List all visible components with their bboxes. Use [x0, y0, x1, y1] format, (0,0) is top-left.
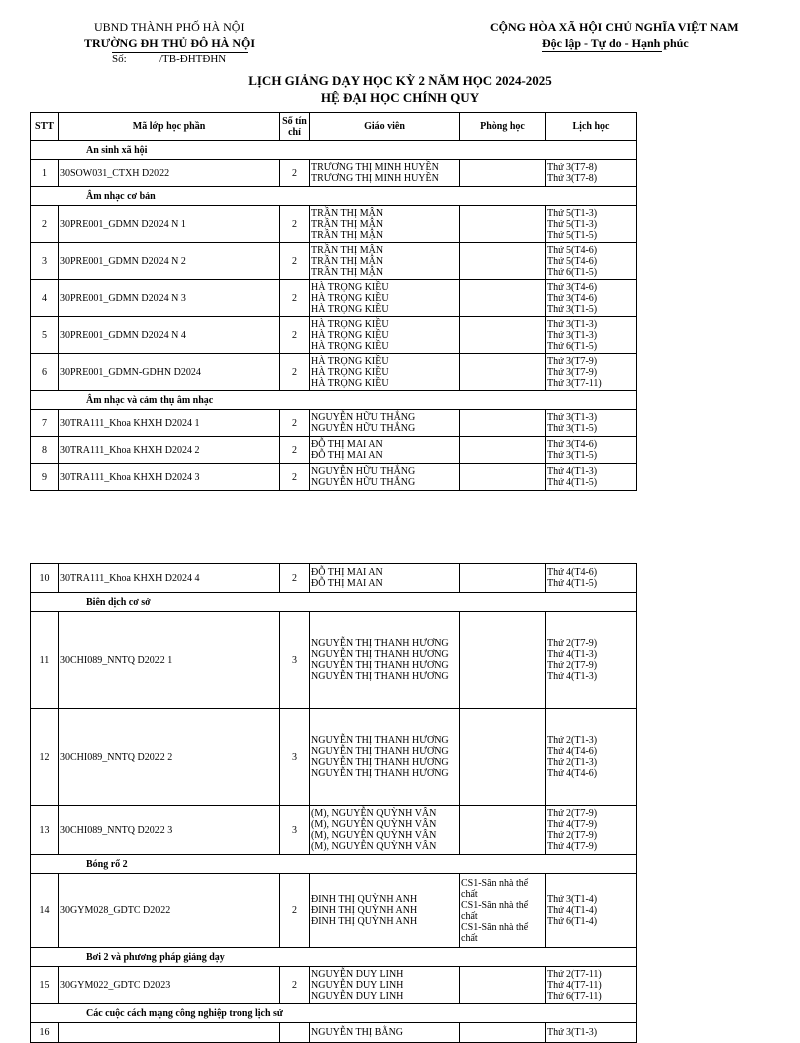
- table-row: [31, 160, 637, 187]
- schedule-slot: Thứ 5(T1-3): [547, 218, 598, 230]
- teacher-name-cell: [310, 317, 460, 354]
- teacher-name-cell: [310, 806, 460, 855]
- table-row: [31, 806, 637, 855]
- row-stt: 6: [31, 354, 59, 391]
- room-name-cell: [460, 354, 546, 391]
- table-row: [31, 206, 637, 243]
- room-name-cell: [460, 1023, 546, 1043]
- teacher-name: (M), NGUYỄN QUỲNH VÂN: [311, 819, 437, 830]
- teacher-name: NGUYỄN THỊ THANH HƯƠNG: [311, 735, 449, 746]
- schedule-slot: Thứ 3(T7-8): [547, 162, 598, 173]
- schedule-slot: Thứ 3(T1-3): [547, 1027, 598, 1038]
- schedule-slot: Thứ 4(T7-9): [547, 819, 598, 830]
- row-stt: 14: [31, 874, 59, 948]
- schedule-slot: Thứ 3(T1-3): [547, 318, 598, 330]
- room-name: CS1-Sân nhà thể chất: [461, 899, 529, 922]
- teacher-name: NGUYỄN THỊ THANH HƯƠNG: [311, 757, 449, 768]
- teacher-name: TRẦN THỊ MẬN: [311, 207, 384, 219]
- schedule-slot: Thứ 6(T7-11): [547, 990, 602, 1002]
- teacher-name: NGUYỄN THỊ THANH HƯƠNG: [311, 638, 449, 649]
- schedule-slot: Thứ 3(T1-5): [547, 423, 598, 434]
- teacher-name: HÀ TRỌNG KIỀU: [311, 292, 389, 304]
- row-stt: 11: [31, 612, 59, 709]
- credits: 2: [280, 464, 310, 491]
- schedule-slot: Thứ 4(T4-6): [547, 567, 598, 578]
- class-code: 30TRA111_Khoa KHXH D2024 3: [59, 464, 280, 491]
- credits: 3: [280, 806, 310, 855]
- schedule-slot-cell: [546, 410, 637, 437]
- schedule-slot-cell: [546, 354, 637, 391]
- teacher-name-cell: [310, 280, 460, 317]
- schedule-slot: Thứ 4(T1-3): [547, 649, 598, 660]
- teacher-name: (M), NGUYỄN QUỲNH VÂN: [311, 808, 437, 819]
- teacher-name-cell: [310, 206, 460, 243]
- schedule-slot: Thứ 3(T7-9): [547, 355, 598, 367]
- teacher-name: ĐINH THỊ QUỲNH ANH: [311, 894, 418, 905]
- schedule-slot: Thứ 4(T4-6): [547, 768, 598, 779]
- schedule-slot: Thứ 3(T1-3): [547, 329, 598, 341]
- room-name-cell: [460, 967, 546, 1004]
- table-row: [31, 564, 637, 593]
- teacher-name: HÀ TRỌNG KIỀU: [311, 329, 389, 341]
- room-name-cell: [460, 317, 546, 354]
- room-name-cell: [460, 437, 546, 464]
- credits: 3: [280, 612, 310, 709]
- nation-line2: Độc lập - Tự do - Hạnh phúc: [542, 36, 689, 50]
- schedule-slot: Thứ 3(T4-6): [547, 439, 598, 450]
- teacher-name-cell: [310, 612, 460, 709]
- schedule-slot-cell: [546, 464, 637, 491]
- credits: 3: [280, 709, 310, 806]
- schedule-slot: Thứ 3(T4-6): [547, 292, 598, 304]
- col-header-schedule: Lịch học: [546, 113, 637, 141]
- row-stt: 1: [31, 160, 59, 187]
- class-code: 30PRE001_GDMN D2024 N 1: [59, 206, 280, 243]
- col-header-stt: STT: [31, 113, 59, 141]
- schedule-table-page1: [30, 112, 637, 491]
- teacher-name: NGUYỄN THỊ THANH HƯƠNG: [311, 768, 449, 779]
- row-stt: 10: [31, 564, 59, 593]
- teacher-name: ĐỖ THỊ MAI AN: [311, 578, 383, 589]
- schedule-slot-cell: [546, 160, 637, 187]
- motto-underline: [542, 51, 662, 52]
- col-header-code: Mã lớp học phần: [59, 113, 280, 141]
- course-group-title: Biên dịch cơ sở: [31, 593, 637, 612]
- class-code: 30TRA111_Khoa KHXH D2024 4: [59, 564, 280, 593]
- doc-title: LỊCH GIẢNG DẠY HỌC KỲ 2 NĂM HỌC 2024-2025: [248, 73, 552, 88]
- schedule-slot: Thứ 4(T1-3): [547, 671, 598, 682]
- class-code: 30PRE001_GDMN D2024 N 4: [59, 317, 280, 354]
- schedule-slot-cell: [546, 243, 637, 280]
- row-stt: 13: [31, 806, 59, 855]
- schedule-slot: Thứ 4(T7-11): [547, 979, 602, 991]
- credits: 2: [280, 206, 310, 243]
- table-row: [31, 354, 637, 391]
- teacher-name-cell: [310, 160, 460, 187]
- course-group-title: An sinh xã hội: [31, 141, 637, 160]
- class-code: 30GYM028_GDTC D2022: [59, 874, 280, 948]
- teacher-name-cell: [310, 437, 460, 464]
- schedule-slot-cell: [546, 437, 637, 464]
- teacher-name: (M), NGUYỄN QUỲNH VÂN: [311, 830, 437, 841]
- table-row: [31, 874, 637, 948]
- table-row: [31, 1023, 637, 1043]
- table-row: [31, 709, 637, 806]
- schedule-slot: Thứ 2(T1-3): [547, 757, 598, 768]
- schedule-slot: Thứ 3(T7-8): [547, 173, 598, 184]
- doc-subtitle: HỆ ĐẠI HỌC CHÍNH QUY: [320, 90, 480, 105]
- schedule-slot: Thứ 4(T1-3): [547, 466, 598, 477]
- table-row: [31, 464, 637, 491]
- class-code: 30SOW031_CTXH D2022: [59, 160, 280, 187]
- credits: 2: [280, 874, 310, 948]
- schedule-slot: Thứ 2(T7-11): [547, 968, 602, 980]
- teacher-name: HÀ TRỌNG KIỀU: [311, 318, 389, 330]
- schedule-slot: Thứ 3(T1-5): [547, 303, 598, 315]
- teacher-name: NGUYỄN THỊ BẰNG: [311, 1027, 404, 1038]
- credits: 2: [280, 243, 310, 280]
- credits: 2: [280, 354, 310, 391]
- teacher-name: HÀ TRỌNG KIỀU: [311, 340, 389, 352]
- row-stt: 4: [31, 280, 59, 317]
- row-stt: 12: [31, 709, 59, 806]
- room-name: CS1-Sân nhà thể chất: [461, 877, 529, 900]
- teacher-name: ĐINH THỊ QUỲNH ANH: [311, 916, 418, 927]
- schedule-slot: Thứ 3(T7-11): [547, 377, 602, 389]
- teacher-name: TRẦN THỊ MẬN: [311, 229, 384, 241]
- teacher-name: HÀ TRỌNG KIỀU: [311, 366, 389, 378]
- teacher-name: NGUYỄN HỮU THẮNG: [311, 477, 416, 488]
- schedule-slot-cell: [546, 874, 637, 948]
- row-stt: 2: [31, 206, 59, 243]
- room-name-cell: [460, 709, 546, 806]
- teacher-name-cell: [310, 243, 460, 280]
- schedule-slot: Thứ 3(T7-9): [547, 366, 598, 378]
- teacher-name: NGUYỄN DUY LINH: [311, 990, 404, 1002]
- schedule-slot: Thứ 2(T7-9): [547, 830, 598, 841]
- schedule-slot-cell: [546, 206, 637, 243]
- table-header-row: [31, 113, 637, 141]
- class-code: 30CHI089_NNTQ D2022 1: [59, 612, 280, 709]
- credits: [280, 1023, 310, 1043]
- class-code: 30CHI089_NNTQ D2022 2: [59, 709, 280, 806]
- row-stt: 5: [31, 317, 59, 354]
- teacher-name: TRẦN THỊ MẬN: [311, 266, 384, 278]
- room-name-cell: [460, 874, 546, 948]
- group-header-row: [31, 948, 637, 967]
- teacher-name-cell: [310, 874, 460, 948]
- row-stt: 16: [31, 1023, 59, 1043]
- schedule-slot: Thứ 5(T4-6): [547, 244, 598, 256]
- table-row: [31, 437, 637, 464]
- teacher-name: (M), NGUYỄN QUỲNH VÂN: [311, 841, 437, 852]
- class-code: 30GYM022_GDTC D2023: [59, 967, 280, 1004]
- room-name-cell: [460, 612, 546, 709]
- course-group-title: Âm nhạc cơ bản: [31, 187, 637, 206]
- schedule-slot: Thứ 4(T7-9): [547, 841, 598, 852]
- teacher-name: NGUYỄN HỮU THẮNG: [311, 466, 416, 477]
- teacher-name: TRƯƠNG THỊ MINH HUYỀN: [311, 162, 439, 173]
- schedule-slot: Thứ 3(T1-5): [547, 450, 598, 461]
- group-header-row: [31, 187, 637, 206]
- schedule-slot: Thứ 2(T1-3): [547, 735, 598, 746]
- table-row: [31, 410, 637, 437]
- teacher-name: TRẦN THỊ MẬN: [311, 255, 384, 267]
- teacher-name: NGUYỄN HỮU THẮNG: [311, 423, 416, 434]
- row-stt: 15: [31, 967, 59, 1004]
- teacher-name-cell: [310, 354, 460, 391]
- row-stt: 7: [31, 410, 59, 437]
- teacher-name: HÀ TRỌNG KIỀU: [311, 281, 389, 293]
- schedule-slot-cell: [546, 280, 637, 317]
- table-row: [31, 612, 637, 709]
- teacher-name: NGUYỄN DUY LINH: [311, 968, 404, 980]
- class-code: 30PRE001_GDMN D2024 N 2: [59, 243, 280, 280]
- schedule-slot: Thứ 2(T7-9): [547, 660, 598, 671]
- class-code: 30TRA111_Khoa KHXH D2024 1: [59, 410, 280, 437]
- schedule-slot-cell: [546, 967, 637, 1004]
- teacher-name: TRƯƠNG THỊ MINH HUYỀN: [311, 173, 439, 184]
- teacher-name-cell: [310, 410, 460, 437]
- schedule-slot: Thứ 3(T1-3): [547, 412, 598, 423]
- schedule-slot-cell: [546, 709, 637, 806]
- room-name-cell: [460, 806, 546, 855]
- class-code: 30PRE001_GDMN-GDHN D2024: [59, 354, 280, 391]
- schedule-slot: Thứ 5(T1-3): [547, 207, 598, 219]
- row-stt: 9: [31, 464, 59, 491]
- teacher-name: HÀ TRỌNG KIỀU: [311, 355, 389, 367]
- credits: 2: [280, 160, 310, 187]
- credits: 2: [280, 437, 310, 464]
- schedule-slot-cell: [546, 564, 637, 593]
- schedule-slot: Thứ 3(T4-6): [547, 281, 598, 293]
- doc-number-label: Số:: [112, 53, 127, 65]
- teacher-name: TRẦN THỊ MẬN: [311, 218, 384, 230]
- schedule-slot: Thứ 2(T7-9): [547, 638, 598, 649]
- row-stt: 3: [31, 243, 59, 280]
- teacher-name: NGUYỄN THỊ THANH HƯƠNG: [311, 671, 449, 682]
- class-code: [59, 1023, 280, 1043]
- room-name-cell: [460, 243, 546, 280]
- teacher-name: ĐỖ THỊ MAI AN: [311, 567, 383, 578]
- schedule-slot: Thứ 5(T4-6): [547, 255, 598, 267]
- teacher-name: NGUYỄN THỊ THANH HƯƠNG: [311, 746, 449, 757]
- room-name-cell: [460, 280, 546, 317]
- col-header-teacher: Giáo viên: [310, 113, 460, 141]
- teacher-name-cell: [310, 1023, 460, 1043]
- group-header-row: [31, 593, 637, 612]
- credits: 2: [280, 280, 310, 317]
- teacher-name: ĐỖ THỊ MAI AN: [311, 439, 383, 450]
- org-name-line1: UBND THÀNH PHỐ HÀ NỘI: [94, 20, 245, 34]
- teacher-name: NGUYỄN THỊ THANH HƯƠNG: [311, 660, 449, 671]
- credits: 2: [280, 967, 310, 1004]
- teacher-name-cell: [310, 967, 460, 1004]
- table-row: [31, 967, 637, 1004]
- group-header-row: [31, 1004, 637, 1023]
- nation-motto: [470, 18, 739, 58]
- course-group-title: Bóng rổ 2: [31, 855, 637, 874]
- teacher-name: ĐỖ THỊ MAI AN: [311, 450, 383, 461]
- teacher-name-cell: [310, 709, 460, 806]
- org-name-line2: TRƯỜNG ĐH THỦ ĐÔ HÀ NỘI: [84, 36, 256, 50]
- room-name-cell: [460, 464, 546, 491]
- room-name-cell: [460, 206, 546, 243]
- table-row: [31, 280, 637, 317]
- schedule-slot: Thứ 4(T4-6): [547, 746, 598, 757]
- credits: 2: [280, 564, 310, 593]
- schedule-slot-cell: [546, 317, 637, 354]
- schedule-slot: Thứ 6(T1-5): [547, 340, 598, 352]
- schedule-slot: Thứ 6(T1-4): [547, 916, 598, 927]
- table-row: [31, 243, 637, 280]
- room-name-cell: [460, 564, 546, 593]
- schedule-slot: Thứ 4(T1-4): [547, 905, 598, 916]
- room-name-cell: [460, 160, 546, 187]
- teacher-name: NGUYỄN DUY LINH: [311, 979, 404, 991]
- schedule-slot-cell: [546, 1023, 637, 1043]
- credits: 2: [280, 410, 310, 437]
- teacher-name-cell: [310, 464, 460, 491]
- schedule-slot: Thứ 2(T7-9): [547, 808, 598, 819]
- nation-line1: CỘNG HÒA XÃ HỘI CHỦ NGHĨA VIỆT NAM: [490, 20, 739, 34]
- teacher-name: ĐINH THỊ QUỲNH ANH: [311, 905, 418, 916]
- credits: 2: [280, 317, 310, 354]
- schedule-slot-cell: [546, 612, 637, 709]
- course-group-title: Âm nhạc và cảm thụ âm nhạc: [31, 391, 637, 410]
- table-row: [31, 317, 637, 354]
- group-header-row: [31, 855, 637, 874]
- teacher-name: NGUYỄN THỊ THANH HƯƠNG: [311, 649, 449, 660]
- class-code: 30CHI089_NNTQ D2022 3: [59, 806, 280, 855]
- schedule-slot: Thứ 3(T1-4): [547, 894, 598, 905]
- group-header-row: [31, 141, 637, 160]
- teacher-name: NGUYỄN HỮU THẮNG: [311, 412, 416, 423]
- schedule-table-page2: [30, 563, 637, 1043]
- teacher-name: HÀ TRỌNG KIỀU: [311, 303, 389, 315]
- row-stt: 8: [31, 437, 59, 464]
- course-group-title: Bơi 2 và phương pháp giảng dạy: [31, 948, 637, 967]
- teacher-name: TRẦN THỊ MẬN: [311, 244, 384, 256]
- course-group-title: Các cuộc cách mạng công nghiệp trong lịch sử: [31, 1004, 637, 1023]
- schedule-slot: Thứ 5(T1-5): [547, 229, 598, 241]
- class-code: 30PRE001_GDMN D2024 N 3: [59, 280, 280, 317]
- room-name: CS1-Sân nhà thể chất: [461, 921, 529, 944]
- class-code: 30TRA111_Khoa KHXH D2024 2: [59, 437, 280, 464]
- col-header-credits: Số tín chỉ: [280, 113, 310, 141]
- schedule-slot: Thứ 4(T1-5): [547, 477, 598, 488]
- schedule-slot: Thứ 4(T1-5): [547, 578, 598, 589]
- schedule-slot: Thứ 6(T1-5): [547, 266, 598, 278]
- doc-number-code: /TB-ĐHTĐHN: [159, 53, 227, 65]
- teacher-name-cell: [310, 564, 460, 593]
- schedule-slot-cell: [546, 806, 637, 855]
- group-header-row: [31, 391, 637, 410]
- col-header-room: Phòng học: [460, 113, 546, 141]
- teacher-name: HÀ TRỌNG KIỀU: [311, 377, 389, 389]
- room-name-cell: [460, 410, 546, 437]
